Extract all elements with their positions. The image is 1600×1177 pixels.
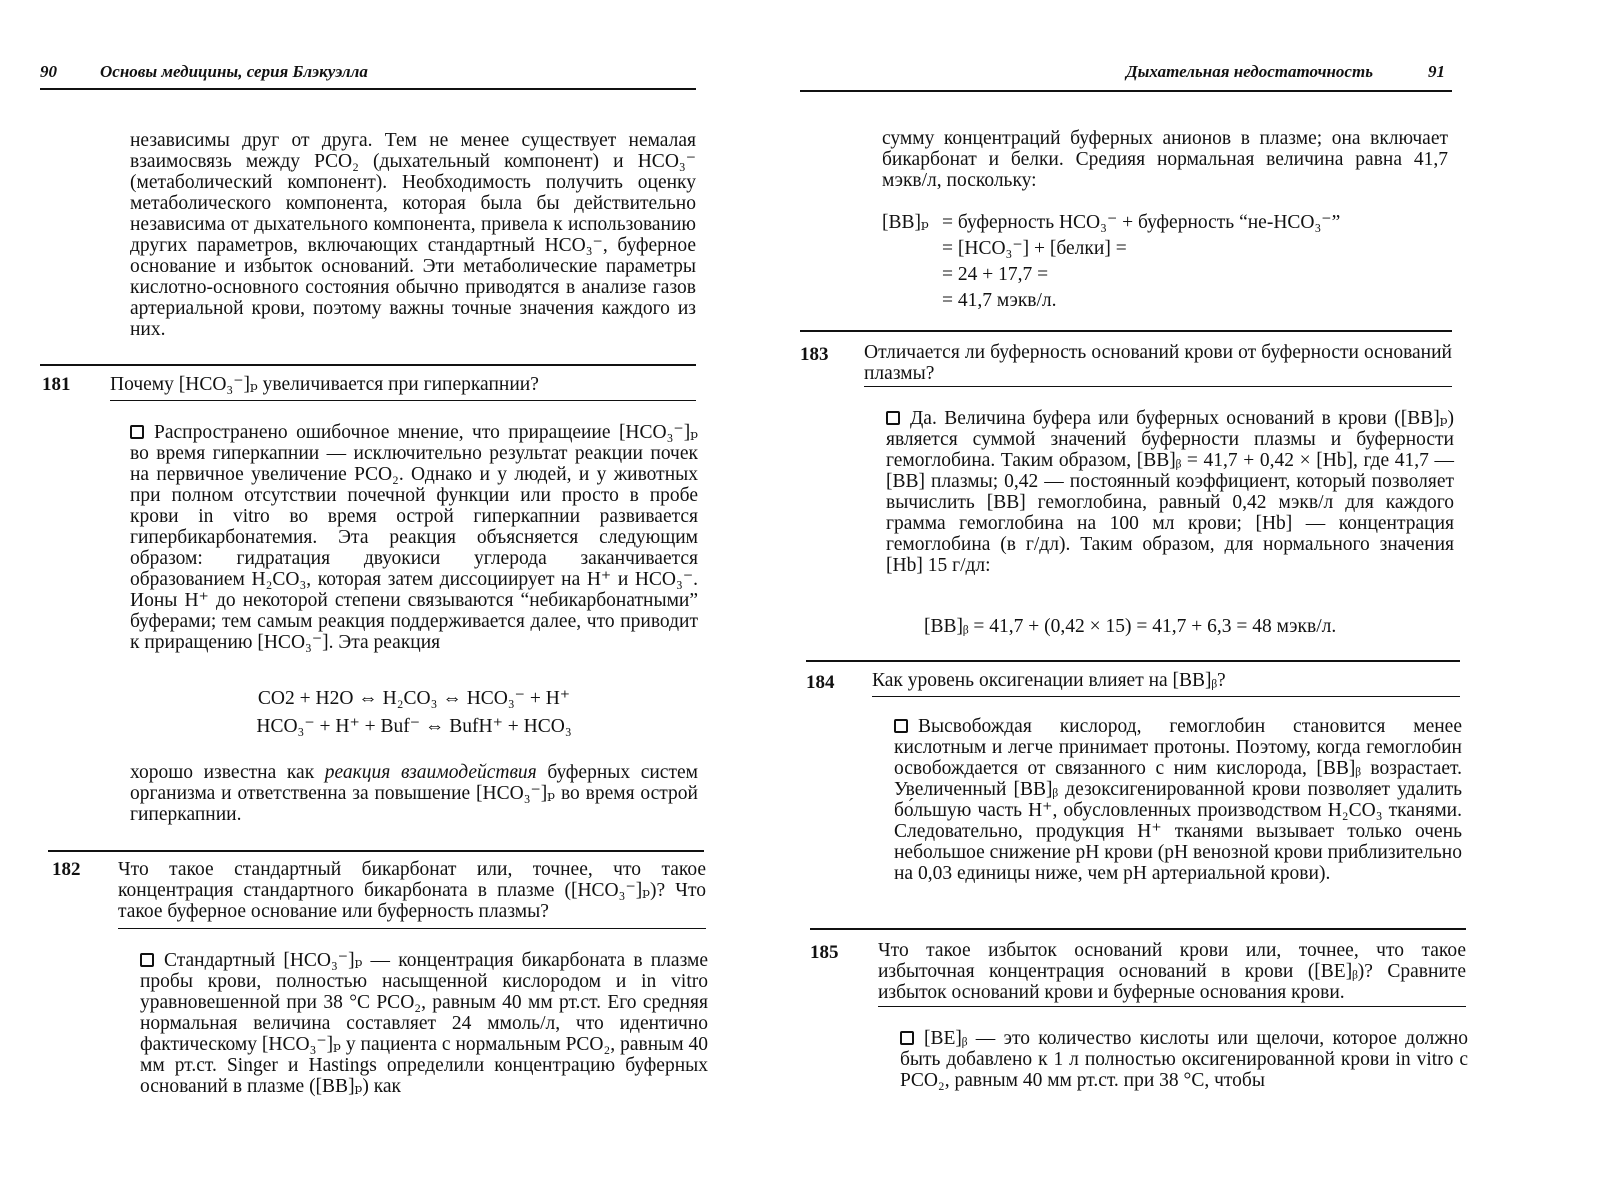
q185-answer xyxy=(900,1028,1468,1091)
q184-top-rule xyxy=(806,660,1460,662)
bb-formula-line-2: = [HCO₃⁻] + [белки] = xyxy=(942,238,1127,259)
checkbox-icon xyxy=(900,1031,914,1045)
q185-bottom-rule xyxy=(878,1006,1466,1007)
q181-conclusion-term: реакция взаимодействия xyxy=(324,762,537,783)
q181-conclusion-pre: хорошо известна как xyxy=(130,762,325,783)
page-number: 90 xyxy=(40,62,57,81)
header-rule xyxy=(800,90,1452,92)
q181-conclusion-post: буферных систем организма и ответственна за повышение [HCO₃⁻]ₚ во время острой гиперкапнии. xyxy=(130,762,698,825)
bb-formula-line-4: = 41,7 мэкв/л. xyxy=(942,290,1057,311)
q181-number: 181 xyxy=(42,374,71,395)
q184-answer-text: Высвобождая кислород, гемоглобин становится менее кислотным и легче принимает протоны. Поэтому, когда гемоглобин освобождается от связанного с ним кислорода, [BB]ᵦ возрастает. Увеличенный [BB]ᵦ дезоксигенированной крови позволяет удалить бо́льшую часть H⁺, обусловленных производством H₂CO₃ тканями. Следовательно, продукция H⁺ тканями вызывает только очень небольшое снижение pH крови (pH венозной крови приблизительно на 0,03 единицы ниже, чем pH артериальной крови). xyxy=(894,716,1462,884)
q184-question: Как уровень оксигенации влияет на [BB]ᵦ? xyxy=(872,670,1226,691)
page-number: 91 xyxy=(1428,62,1445,81)
q182-question: Что такое стандартный бикарбонат или, точнее, что такое концентрация стандартного бикарбоната в плазме ([HCO₃⁻]ₚ)? Что такое буферное основание или буферность плазмы? xyxy=(118,859,706,922)
q181-equation-2: HCO₃⁻ + H⁺ + Buf⁻ ⇔ BufH⁺ + HCO₃ xyxy=(256,716,572,737)
q181-answer xyxy=(130,422,698,653)
q181-bottom-rule xyxy=(110,400,696,401)
q183-top-rule xyxy=(800,330,1452,332)
q184-number: 184 xyxy=(806,672,835,693)
q182-top-rule xyxy=(48,850,704,852)
left-page xyxy=(0,0,760,1177)
q181-top-rule xyxy=(40,364,696,366)
q182-answer xyxy=(140,950,708,1097)
q182-number: 182 xyxy=(52,859,81,880)
q185-number: 185 xyxy=(810,942,839,963)
q181-equation-1: CO2 + H2O ⇔ H₂CO₃ ⇔ HCO₃⁻ + H⁺ xyxy=(257,688,571,709)
intro-paragraph: независимы друг от друга. Тем не менее существует немалая взаимосвязь между PCO₂ (дыхательный компонент) и HCO₃⁻ (метаболический компонент). Необходимость получить оценку метаболического компонента, которая была бы действительно независима от дыхательного компонента, привела к использованию других параметров, включающих стандартный HCO₃⁻, буферное основание и избыток оснований. Эти метаболические параметры кислотно-основного состояния обычно приводятся в анализе газов артериальной крови, поэтому важны точные значения каждого из них. xyxy=(130,130,696,340)
bb-formula-line-3: = 24 + 17,7 = xyxy=(942,264,1049,285)
q184-bottom-rule xyxy=(872,696,1460,697)
running-title: Дыхательная недостаточность xyxy=(1126,62,1373,81)
header-rule xyxy=(40,88,696,90)
running-title: Основы медицины, серия Блэкуэлла xyxy=(100,62,368,81)
q183-number: 183 xyxy=(800,344,829,365)
checkbox-icon xyxy=(886,411,900,425)
intro-paragraph: сумму концентраций буферных анионов в плазме; она включает бикарбонат и белки. Средияя нормальная величина равна 41,7 мэкв/л, поскольку: xyxy=(882,128,1448,191)
q185-answer-text: [BE]ᵦ — это количество кислоты или щелочи, которое должно быть добавлено к 1 л полностью оксигенированной крови in vitro с PCO₂, равным 40 мм рт.ст. при 38 °C, чтобы xyxy=(900,1028,1468,1091)
checkbox-icon xyxy=(140,953,154,967)
checkbox-icon xyxy=(894,719,908,733)
q183-answer xyxy=(886,408,1454,576)
q183-bottom-rule xyxy=(864,386,1452,387)
q183-question: Отличается ли буферность оснований крови от буферности оснований плазмы? xyxy=(864,342,1452,384)
q183-equation: [BB]ᵦ = 41,7 + (0,42 × 15) = 41,7 + 6,3 = 48 мэкв/л. xyxy=(924,616,1337,637)
q181-conclusion xyxy=(130,762,698,825)
checkbox-icon xyxy=(130,425,144,439)
bb-formula-line-1: = буферность HCO₃⁻ + буферность “не-HCO₃⁻” xyxy=(942,212,1341,233)
q184-answer xyxy=(894,716,1462,884)
q185-question: Что такое избыток оснований крови или, точнее, что такое избыточная концентрация оснований в крови ([BE]ᵦ)? Сравните избыток оснований крови и буферные основания крови. xyxy=(878,940,1466,1003)
bb-formula-lhs: [BB]ₚ xyxy=(882,212,929,233)
q185-top-rule xyxy=(810,928,1466,930)
q182-answer-text: Стандартный [HCO₃⁻]ₚ — концентрация бикарбоната в плазме пробы крови, полностью насыщенной кислородом и in vitro уравновешенной при 38 °C PCO₂, равным 40 мм рт.ст. Его средняя нормальная величина составляет 24 ммоль/л, что идентично фактическому [HCO₃⁻]ₚ у пациента с нормальным PCO₂, равным 40 мм рт.ст. Singer и Hastings определили концентрацию буферных оснований в плазме ([BB]ₚ) как xyxy=(140,950,708,1097)
q181-question: Почему [HCO₃⁻]ₚ увеличивается при гиперкапнии? xyxy=(110,374,539,395)
q183-answer-text: Да. Величина буфера или буферных оснований в крови ([BB]ₚ) является суммой значений буферности плазмы и буферности гемоглобина. Таким образом, [BB]ᵦ = 41,7 + 0,42 × [Hb], где 41,7 — [BB] плазмы; 0,42 — постоянный коэффициент, который позволяет вычислить [BB] гемоглобина, равный 0,42 мэкв/л для каждого грамма гемоглобина на 100 мл крови; [Hb] — концентрация гемоглобина (в г/дл). Таким образом, для нормального значения [Hb] 15 г/дл: xyxy=(886,408,1454,576)
q181-answer-text: Распространено ошибочное мнение, что приращеиие [HCO₃⁻]ₚ во время гиперкапнии — исключительно результат реакции почек на первичное увеличение PCO₂. Однако и у людей, и у животных при полном отсутствии почечной функции или просто в пробе крови in vitro во время острой гиперкапнии развивается гипербикарбонатемия. Эта реакция объясняется следующим образом: гидратация двуокиси углерода заканчивается образованием H₂CO₃, которая затем диссоциирует на H⁺ и HCO₃⁻. Ионы H⁺ до некоторой степени связываются “небикарбонатными” буферами; тем самым реакция поддерживается далее, что приводит к приращению [HCO₃⁻]. Эта реакция xyxy=(130,422,698,653)
q182-bottom-rule xyxy=(118,928,706,929)
right-page xyxy=(800,0,1600,1177)
